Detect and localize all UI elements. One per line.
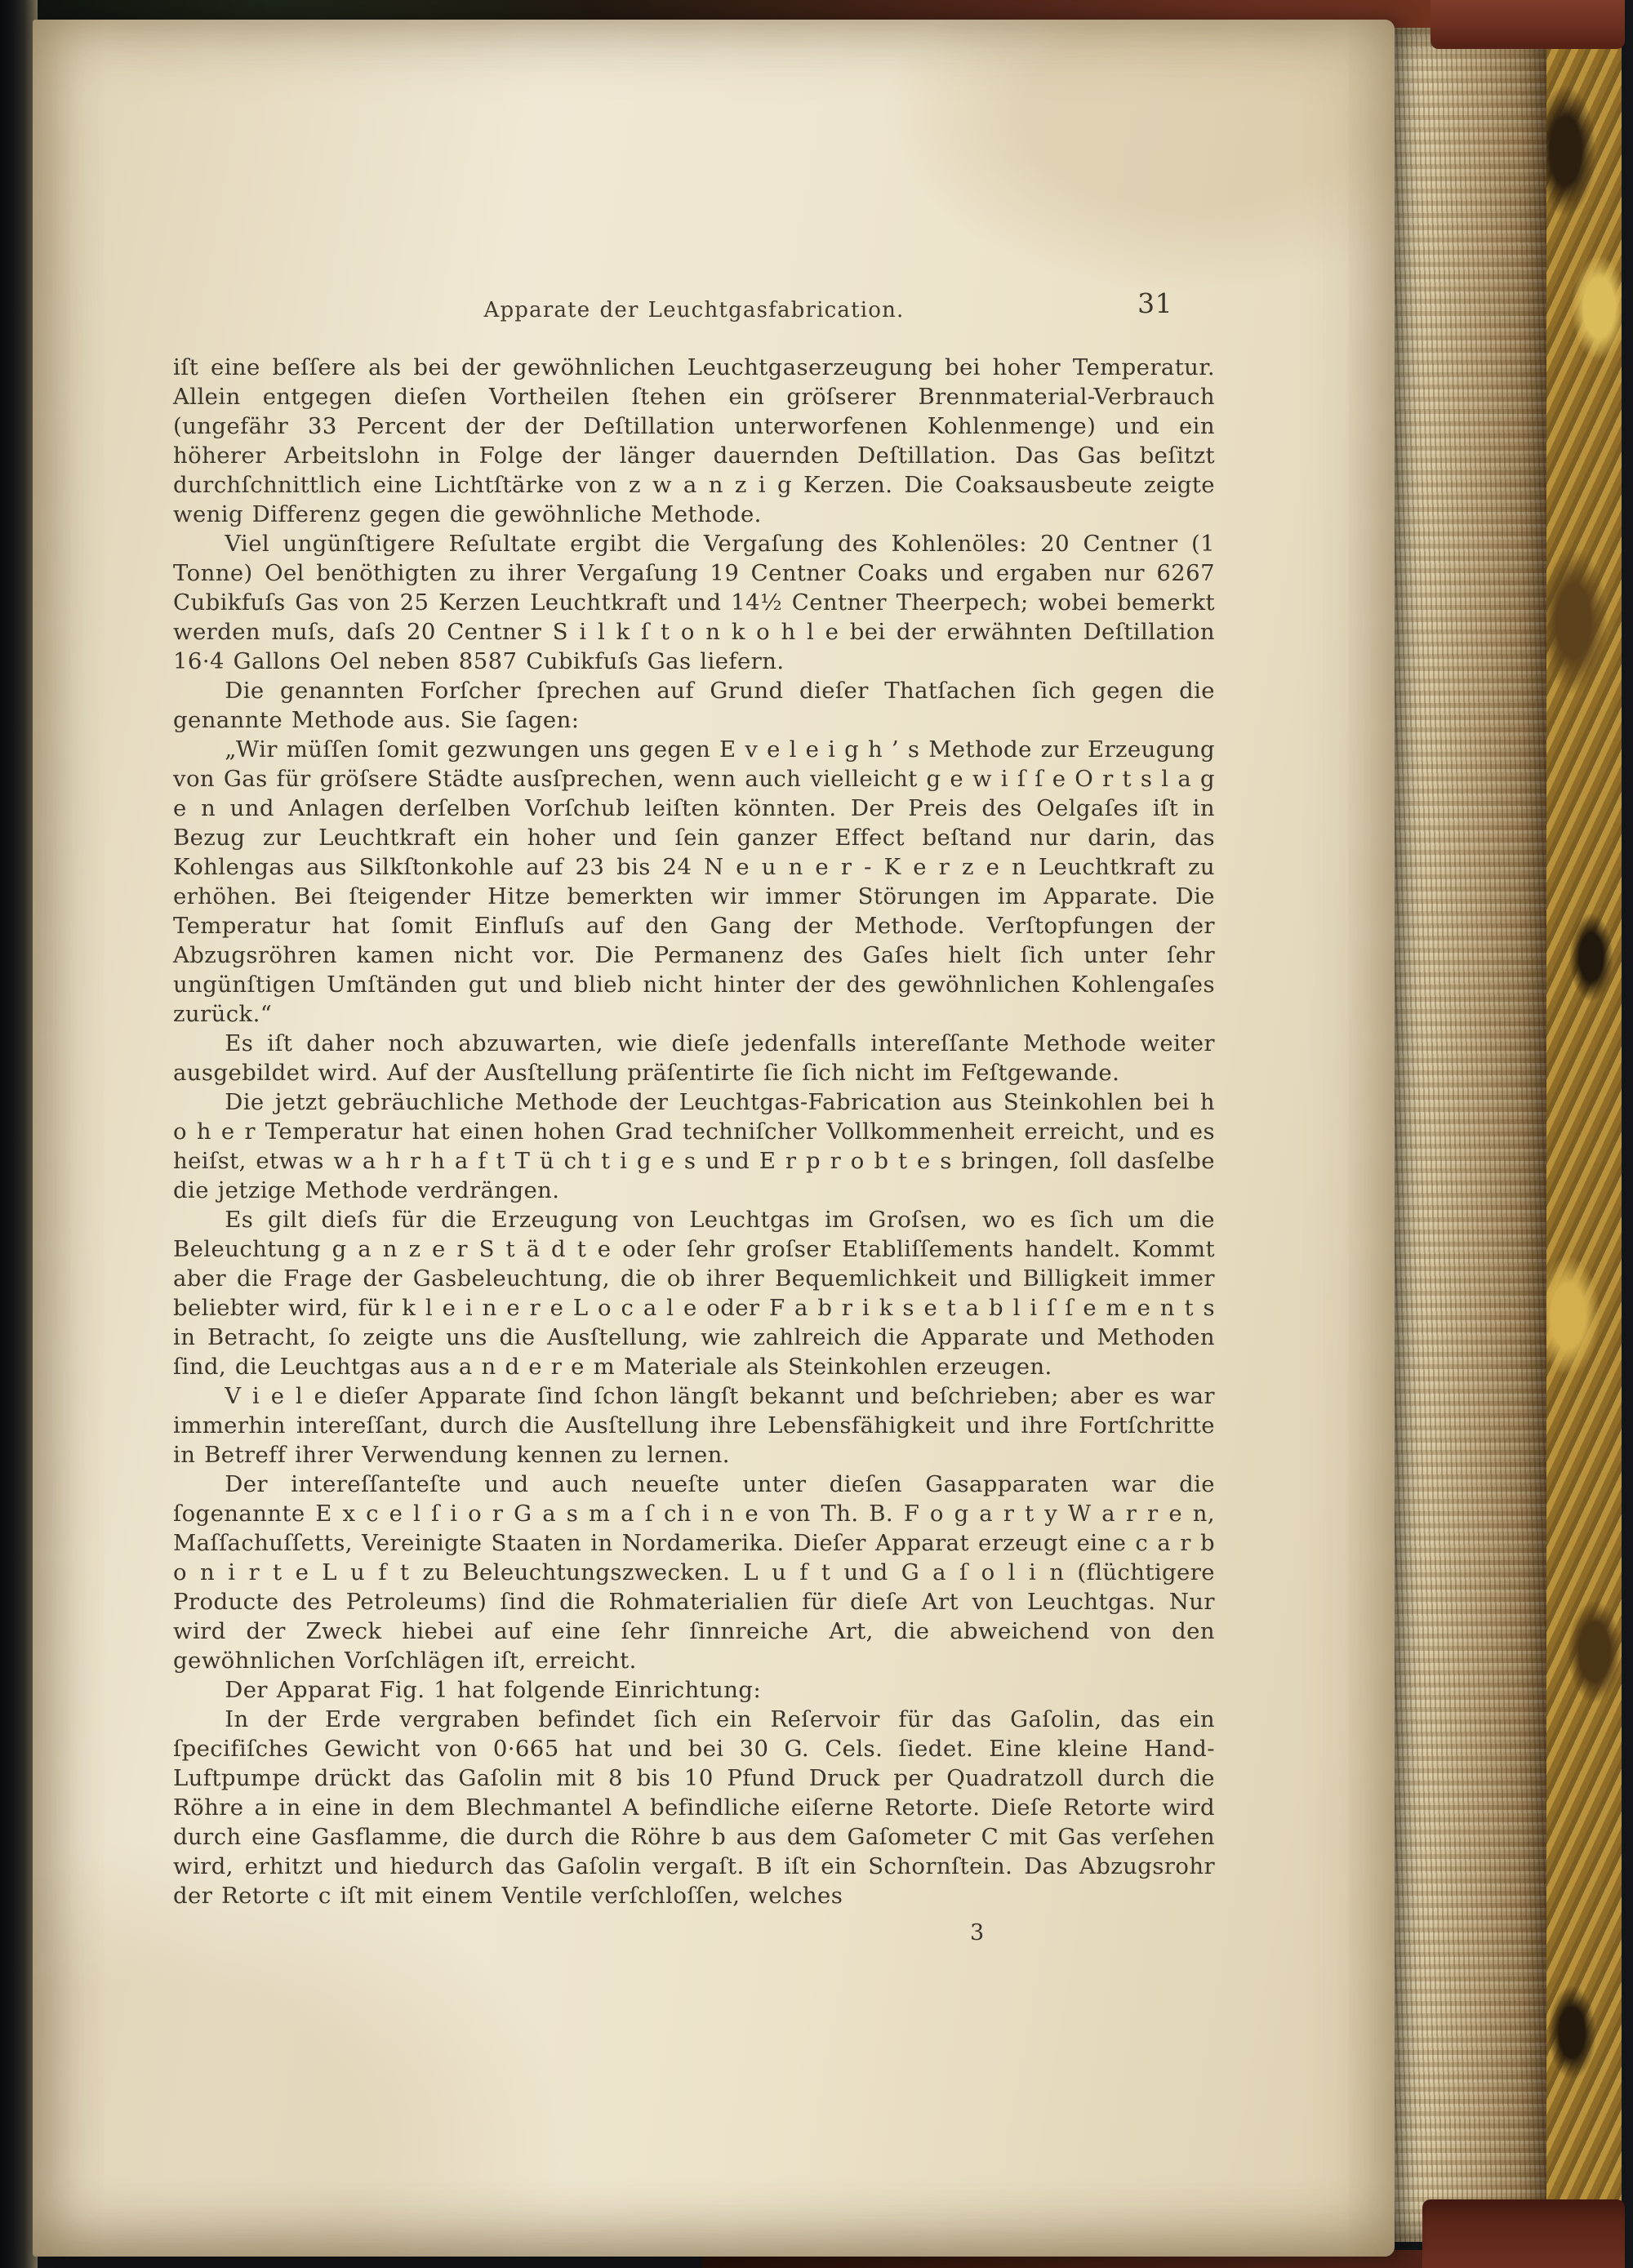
fore-edge-pages (1390, 28, 1546, 2242)
paragraph: V i e l e dieſer Apparate ſind ſchon längſt bekannt und beſchrieben; aber es war immerhin intereſſant, durch die Ausſtellung ihre Lebensfähigkeit und ihre Fortſchritte in Betreff ihrer Verwendung kennen zu lernen. (173, 1383, 1215, 1468)
paragraph: Es iſt daher noch abzuwarten, wie dieſe jedenfalls intereſſante Methode weiter ausgebildet wird. Auf der Ausſtellung präſentirte ſie ſich nicht im Feſtgewande. (173, 1030, 1215, 1086)
marbled-cover-edge (1542, 16, 1622, 2257)
paragraph: Der intereſſanteſte und auch neueſte unter dieſen Gasapparaten war die ſogenannte E x c e l ſ i o r G a s m a ſ ch i n e von Th. B. F o g a r t y W a r r e n, Maſſachuſſetts, Vereinigte Staaten in Nordamerika. Dieſer Apparat erzeugt eine c a r b o n i r t e L u f t zu Beleuchtungszwecken. L u f t und G a ſ o l i n (flüchtigere Producte des Petroleums) ſind die Rohmaterialien für dieſe Art von Leuchtgas. Nur wird der Zweck hiebei auf eine ſehr ſinnreiche Art, die abweichend von den gewöhnlichen Vorſchlägen iſt, erreicht. (173, 1471, 1215, 1674)
running-header (173, 287, 1215, 325)
paragraph: iſt eine beſſere als bei der gewöhnlichen Leuchtgaserzeugung bei hoher Temperatur. Allein entgegen dieſen Vortheilen ſtehen ein gröſserer Brennmaterial-Verbrauch (ungefähr 33 Percent der der Deſtillation unterworfenen Kohlenmenge) und ein höherer Arbeitslohn in Folge der länger dauernden Deſtillation. Das Gas beſitzt durchſchnittlich eine Lichtſtärke von z w a n z i g Kerzen. Die Coaksausbeute zeigte wenig Differenz gegen die gewöhnliche Methode. (173, 354, 1215, 527)
book-page (33, 20, 1395, 2257)
paragraph: In der Erde vergraben befindet ſich ein Reſervoir für das Gaſolin, das ein ſpecifiſches Gewicht von 0·665 hat und bei 30 G. Cels. ſiedet. Eine kleine Hand-Luftpumpe drückt das Gaſolin mit 8 bis 10 Pfund Druck per Quadratzoll durch die Röhre a in eine in dem Blechmantel A befindliche eiſerne Retorte. Dieſe Retorte wird durch eine Gasflamme, die durch die Röhre b aus dem Gaſometer C mit Gas verſehen wird, erhitzt und hiedurch das Gaſolin vergaſt. B iſt ein Schornſtein. Das Abzugsrohr der Retorte c iſt mit einem Ventile verſchloſſen, welches (173, 1706, 1215, 1909)
paragraph: Es gilt dieſs für die Erzeugung von Leuchtgas im Groſsen, wo es ſich um die Beleuchtung g a n z e r S t ä d t e oder ſehr groſser Etabliſſements handelt. Kommt aber die Frage der Gasbeleuchtung, die ob ihrer Bequemlichkeit und Billigkeit immer beliebter wird, für k l e i n e r e L o c a l e oder F a b r i k s e t a b l i ſ ſ e m e n t s in Betracht, ſo zeigte uns die Ausſtellung, wie zahlreich die Apparate und Methoden ſind, die Leuchtgas aus a n d e r e m Materiale als Steinkohlen erzeugen. (173, 1207, 1215, 1380)
paragraph: Die genannten Forſcher ſprechen auf Grund dieſer Thatſachen ſich gegen die genannte Methode aus. Sie ſagen: (173, 678, 1215, 733)
paragraph: Der Apparat Fig. 1 hat folgende Einrichtung: (225, 1677, 762, 1703)
page-number: 31 (1137, 287, 1172, 319)
leather-corner-top (1431, 0, 1625, 49)
cover-corner (42, 0, 106, 20)
leather-corner-bottom (1422, 2199, 1625, 2268)
signature-mark: 3 (970, 1920, 985, 1946)
paragraph: Die jetzt gebräuchliche Methode der Leuchtgas-Fabrication aus Steinkohlen bei h o h e r Temperatur hat einen hohen Grad techniſcher Vollkommenheit erreicht, und es heiſst, etwas w a h r h a f t T ü ch t i g e s und E r p r o b t e s bringen, ſoll dasſelbe die jetzige Methode verdrängen. (173, 1089, 1215, 1203)
page-text (173, 287, 1215, 1948)
running-header-title: Apparate der Leuchtgasfabrication. (483, 298, 905, 322)
paragraph-quote: „Wir müſſen ſomit gezwungen uns gegen E v e l e i g h ’ s Methode zur Erzeugung von Gas für gröſsere Städte ausſprechen, wenn auch vielleicht g e w i ſ ſ e O r t s l a g e n und Anlagen derſelben Vorſchub leiſten könnten. Der Preis des Oelgaſes iſt in Bezug zur Leuchtkraft ein hoher und ſein ganzer Effect beſtand nur darin, das Kohlengas aus Silkſtonkohle auf 23 bis 24 N e u n e r - K e r z e n Leuchtkraft zu erhöhen. Bei ſteigender Hitze bemerkten wir immer Störungen im Apparate. Die Temperatur hat ſomit Einfluſs auf den Gang der Methode. Verſtopfungen der Abzugsröhren kamen nicht vor. Die Permanenz des Gaſes hielt ſich unter ſehr ungünſtigen Umſtänden gut und blieb nicht hinter der des gewöhnlichen Kohlengaſes zurück.“ (173, 736, 1215, 1027)
paragraph: Viel ungünſtigere Reſultate ergibt die Vergaſung des Kohlenöles: 20 Centner (1 Tonne) Oel benöthigten zu ihrer Vergaſung 19 Centner Coaks und ergaben nur 6267 Cubikfuſs Gas von 25 Kerzen Leuchtkraft und 14½ Centner Theerpech; wobei bemerkt werden muſs, daſs 20 Centner S i l k ſ t o n k o h l e bei der erwähnten Deſtillation 16·4 Gallons Oel neben 8587 Cubikfuſs Gas liefern. (173, 531, 1215, 674)
